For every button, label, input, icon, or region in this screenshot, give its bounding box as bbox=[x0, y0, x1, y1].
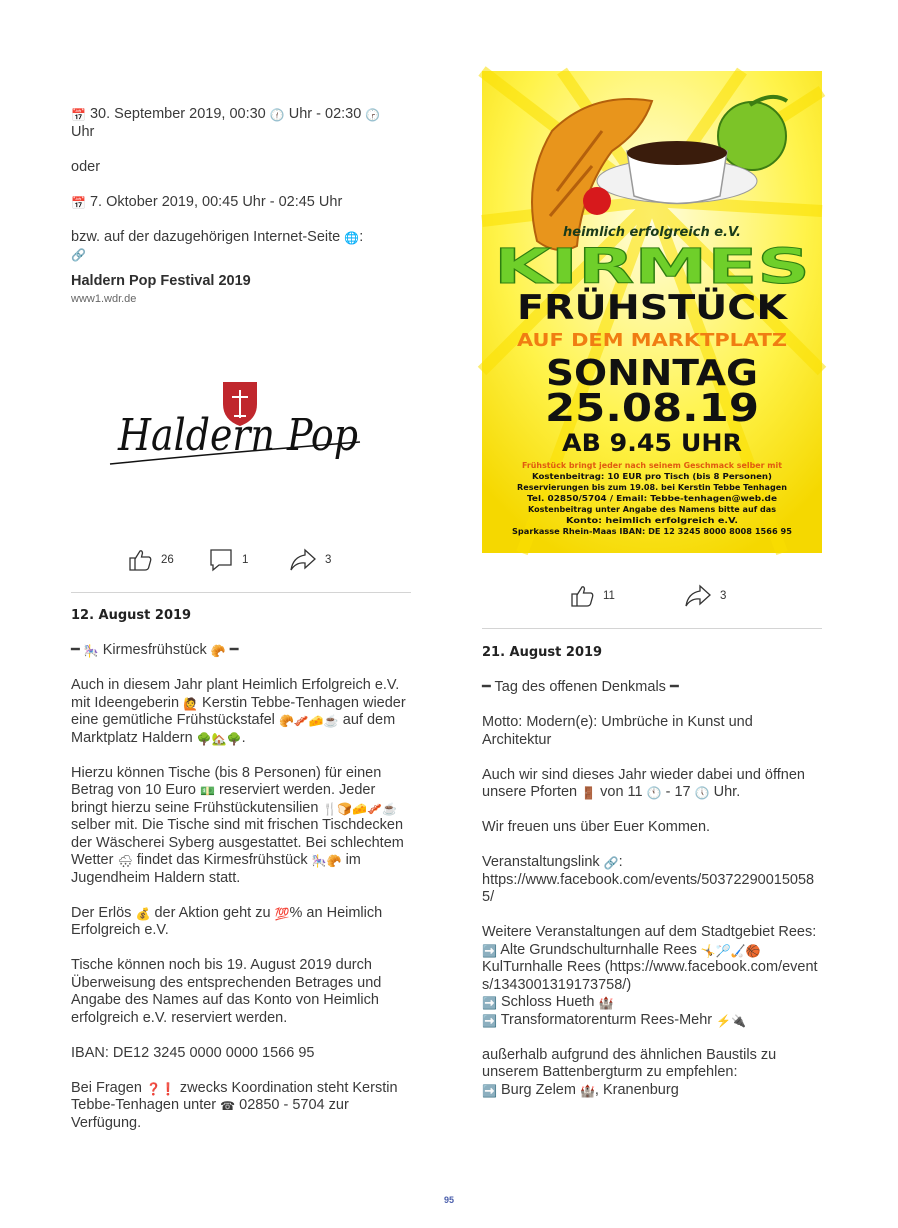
clock-icon: 🕚 bbox=[646, 786, 662, 800]
share-count: 3 bbox=[325, 554, 332, 566]
paragraph-1: Auch in diesem Jahr plant Heimlich Erfolgreich e.V. mit Ideengeberin 🙋 Kerstin Tebbe-Tenhagen wieder eine gemütliche Frühstückstafel 🥐🥓🧀☕ auf dem Marktplatz Haldern 🌳🏡🌳. bbox=[71, 677, 406, 746]
haldern-pop-logo bbox=[110, 380, 366, 475]
exclamation-icon: ❗ bbox=[160, 1081, 176, 1096]
globe-icon: 🌐 bbox=[344, 230, 360, 245]
poster-small-2: Kostenbeitrag: 10 EUR pro Tisch (bis 8 Personen) bbox=[532, 472, 772, 481]
comment-count: 1 bbox=[242, 554, 249, 566]
coffee-icon: ☕ bbox=[323, 714, 339, 728]
share-count: 3 bbox=[720, 590, 727, 602]
left-column bbox=[71, 106, 411, 309]
plug-icon: 🔌 bbox=[731, 1013, 747, 1028]
divider bbox=[482, 628, 822, 629]
bread-icon: 🍞 bbox=[337, 801, 353, 816]
left-social-bar bbox=[128, 548, 408, 574]
right-post bbox=[482, 644, 822, 1099]
like-count: 11 bbox=[603, 590, 615, 602]
right-social-bar bbox=[570, 584, 770, 610]
outside-text: außerhalb aufgrund des ähnlichen Baustils zu unserem Battenbergturm zu empfehlen: ➡️ Burg Zelem 🏰, Kranenburg bbox=[482, 1046, 777, 1098]
thumbs-up-icon bbox=[128, 548, 153, 572]
basketball-icon: 🏀 bbox=[745, 943, 761, 958]
bacon-icon: 🥓 bbox=[367, 801, 383, 816]
internet-line: bzw. auf der dazugehörigen Internet-Seite 🌐: 🔗 bbox=[71, 228, 364, 262]
thumbs-up-icon bbox=[570, 584, 595, 608]
link-icon: 🔗 bbox=[603, 856, 619, 870]
share-button[interactable] bbox=[684, 584, 726, 608]
poster-sonntag: SONNTAG bbox=[546, 353, 758, 394]
carousel-icon: 🎠 bbox=[311, 854, 327, 868]
question-icon: ❓ bbox=[145, 1081, 161, 1096]
arrow-right-icon: ➡️ bbox=[482, 1013, 497, 1028]
poster-time: AB 9.45 UHR bbox=[562, 429, 742, 457]
share-button[interactable] bbox=[289, 548, 331, 572]
clock-icon: 🕔 bbox=[694, 786, 710, 800]
clock-icon: 🕝 bbox=[365, 108, 381, 122]
share-icon bbox=[289, 548, 317, 572]
event-date-1: 📅 30. September 2019, 00:30 🕧 Uhr - 02:30 🕝 Uhr bbox=[71, 106, 381, 140]
post-date: 12. August 2019 bbox=[71, 608, 192, 623]
comment-button[interactable] bbox=[208, 548, 248, 572]
iban-text: IBAN: DE12 3245 0000 0000 1566 95 bbox=[71, 1044, 315, 1061]
share-icon bbox=[684, 584, 712, 608]
motto-text: Motto: Modern(e): Umbrüche in Kunst und Architektur bbox=[482, 714, 753, 748]
calendar-icon: 📅 bbox=[71, 195, 86, 210]
paragraph-4: Tische können noch bis 19. August 2019 durch Überweisung des entsprechenden Betrages und Angabe des Names auf das Konto von Heimlich erfolgreich e.V. reserviert werden. bbox=[71, 957, 382, 1026]
gymnastics-icon: 🤸 bbox=[700, 943, 716, 958]
poster-small-4: Tel. 02850/5704 / Email: Tebbe-tenhagen@web.de bbox=[527, 494, 777, 503]
oder-text: oder bbox=[71, 158, 101, 175]
post-date: 21. August 2019 bbox=[482, 645, 603, 660]
clock-icon: 🕧 bbox=[269, 108, 285, 122]
cloud-snow-icon: 🌨 bbox=[117, 854, 133, 868]
post-title: ━ Tag des offenen Denkmals ━ bbox=[482, 679, 679, 695]
arrow-right-icon: ➡️ bbox=[482, 943, 497, 958]
link-title[interactable]: Haldern Pop Festival 2019 bbox=[71, 272, 251, 289]
paragraph-6: Bei Fragen ❓❗ zwecks Koordination steht Kerstin Tebbe-Tenhagen unter ☎ 02850 - 5704 zur Verfügung. bbox=[71, 1079, 398, 1131]
like-button[interactable] bbox=[128, 548, 174, 572]
poster-fruehstueck: FRÜHSTÜCK bbox=[517, 288, 750, 328]
tree-icon: 🌳 bbox=[196, 731, 212, 746]
croissant-icon: 🥐 bbox=[326, 854, 342, 868]
money-icon: 💵 bbox=[199, 784, 215, 798]
badminton-icon: 🏸 bbox=[715, 943, 731, 958]
event-url[interactable]: https://www.facebook.com/events/503722900150585/ bbox=[482, 871, 815, 905]
more-events: Weitere Veranstaltungen auf dem Stadtgebiet Rees: ➡️ Alte Grundschulturnhalle Rees 🤸🏸🏑🏀 KulTurnhalle Rees (https://www.facebook.com/events/1343001319173758/) ➡️ Schloss Hueth 🏰 ➡️ Transformatorenturm Rees-Mehr ⚡🔌 bbox=[482, 924, 818, 1028]
croissant-icon: 🥐 bbox=[210, 644, 226, 658]
cheese-icon: 🧀 bbox=[308, 714, 324, 728]
paragraph-3: Der Erlös 💰 der Aktion geht zu 💯% an Heimlich Erfolgreich e.V. bbox=[71, 904, 383, 938]
poster-date: 25.08.19 bbox=[545, 386, 759, 430]
castle-icon: 🏰 bbox=[579, 1083, 595, 1098]
cutlery-icon: 🍴 bbox=[322, 801, 338, 816]
paragraph-2: Auch wir sind dieses Jahr wieder dabei und öffnen unsere Pforten 🚪 von 11 🕚 - 17 🕔 Uhr. bbox=[482, 766, 805, 800]
calendar-icon: 📅 bbox=[71, 108, 86, 122]
link-domain: www1.wdr.de bbox=[71, 293, 137, 305]
cheese-icon: 🧀 bbox=[352, 801, 368, 816]
poster-small-6: Konto: heimlich erfolgreich e.V. bbox=[566, 516, 739, 525]
like-button[interactable] bbox=[570, 584, 615, 608]
tree-icon: 🌳 bbox=[226, 731, 242, 746]
poster-small-5: Kostenbeitrag unter Angabe des Namens bitte auf das bbox=[528, 505, 777, 514]
event-date-2: 📅 7. Oktober 2019, 00:45 Uhr - 02:45 Uhr bbox=[71, 193, 343, 210]
left-post bbox=[71, 607, 411, 1132]
comment-icon bbox=[208, 548, 234, 572]
bacon-icon: 🥓 bbox=[293, 714, 309, 728]
hockey-icon: 🏑 bbox=[730, 943, 746, 958]
woman-icon: 🙋 bbox=[183, 696, 198, 711]
poster-marktplatz: AUF DEM MARKTPLATZ bbox=[517, 330, 787, 351]
house-icon: 🏡 bbox=[211, 731, 227, 746]
poster-small-3: Reservierungen bis zum 19.08. bei Kerstin Tebbe Tenhagen bbox=[517, 483, 787, 492]
telephone-icon: ☎ bbox=[220, 1099, 236, 1113]
poster-kirmes: KIRMES bbox=[494, 239, 810, 295]
door-icon: 🚪 bbox=[581, 786, 597, 800]
page-number: 95 bbox=[443, 1195, 454, 1205]
money-bag-icon: 💰 bbox=[135, 906, 151, 921]
arrow-right-icon: ➡️ bbox=[482, 1083, 497, 1098]
link-preview[interactable] bbox=[71, 273, 411, 309]
paragraph-3: Wir freuen uns über Euer Kommen. bbox=[482, 819, 711, 835]
carousel-icon: 🎠 bbox=[83, 644, 99, 658]
croissant-icon: 🥐 bbox=[278, 714, 294, 728]
like-count: 26 bbox=[161, 554, 174, 566]
event-link: Veranstaltungslink 🔗: https://www.facebook.com/events/503722900150585/ bbox=[482, 854, 815, 905]
poster-small-1: Frühstück bringt jeder nach seinem Geschmack selber mit bbox=[522, 461, 783, 470]
poster-small-7: Sparkasse Rhein-Maas IBAN: DE 12 3245 8000 8008 1566 95 bbox=[512, 527, 792, 536]
divider bbox=[71, 592, 411, 593]
arrow-right-icon: ➡️ bbox=[482, 996, 497, 1010]
logo-wordmark: Haldern Pop bbox=[117, 410, 358, 461]
castle-icon: 🏰 bbox=[598, 996, 614, 1010]
coffee-icon: ☕ bbox=[382, 801, 398, 816]
paragraph-2: Hierzu können Tische (bis 8 Personen) für einen Betrag von 10 Euro 💵 reserviert werden. Jeder bringt hierzu seine Frühstückutensilien 🍴🍞🧀🥓☕ selber mit. Die Tische sind mit frischen Tischdecken der Wäscherei Syberg ausgestattet. Bei schlechtem Wetter 🌨 findet das Kirmesfrühstück 🎠🥐 im Jugendheim Haldern statt. bbox=[71, 764, 404, 886]
kirmes-poster bbox=[482, 71, 822, 553]
post-title: ━ 🎠 Kirmesfrühstück 🥐 ━ bbox=[71, 642, 239, 658]
poster-org: heimlich erfolgreich e.V. bbox=[563, 225, 741, 240]
link-icon: 🔗 bbox=[71, 248, 86, 262]
hundred-icon: 💯 bbox=[274, 906, 290, 921]
lightning-icon: ⚡ bbox=[716, 1013, 732, 1028]
